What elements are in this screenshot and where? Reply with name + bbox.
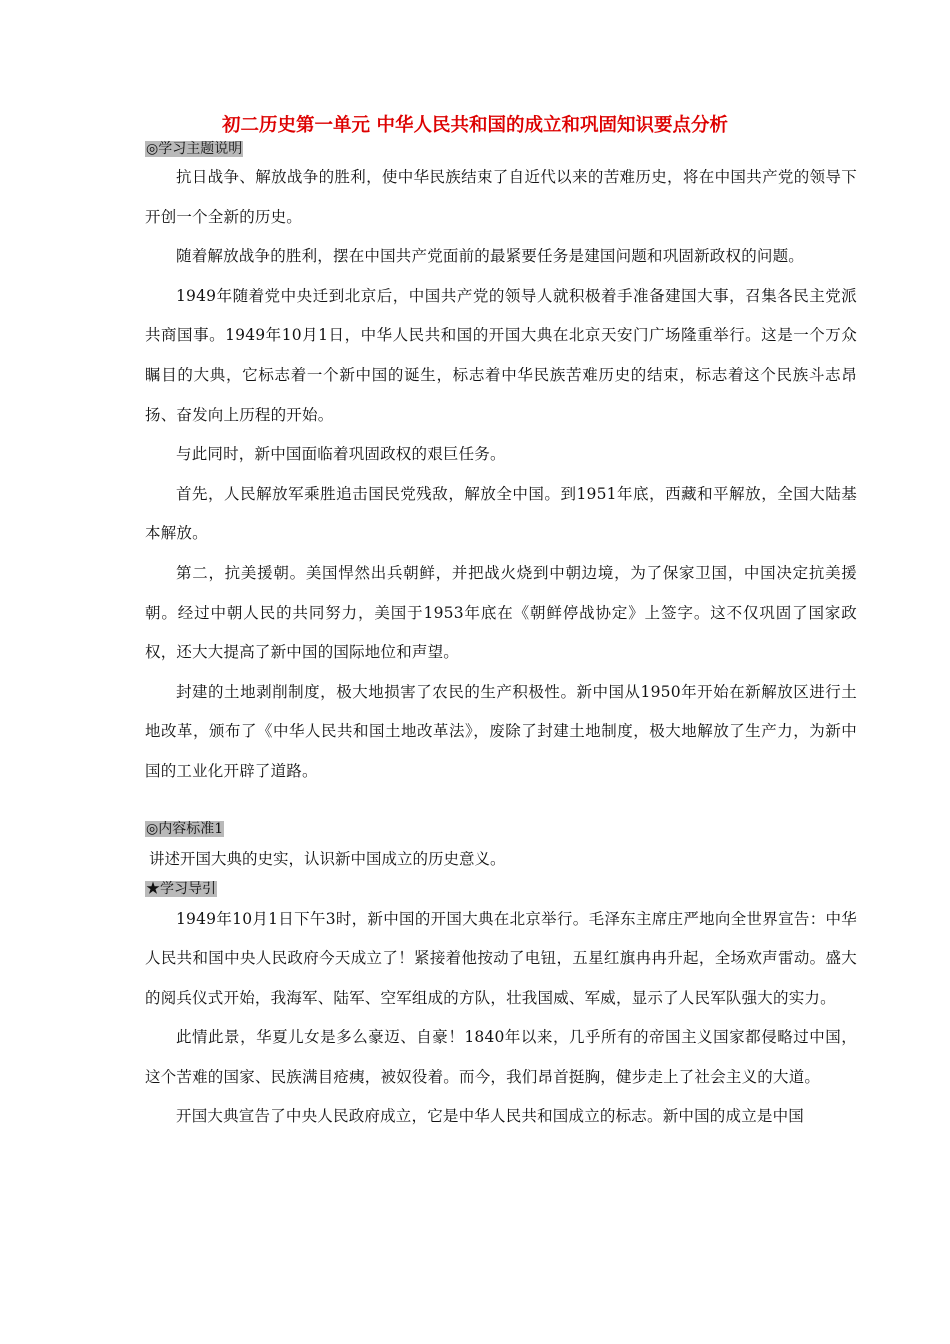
paragraph: 第二，抗美援朝。美国悍然出兵朝鲜，并把战火烧到中朝边境，为了保家卫国，中国决定抗美援朝。经过中朝人民的共同努力，美国于1953年底在《朝鲜停战协定》上签字。这不仅巩固了国家政权，还大大提高了新中国的国际地位和声望。 xyxy=(145,563,857,662)
paragraph: 1949年10月1日下午3时，新中国的开国大典在北京举行。毛泽东主席庄严地向全世界宣告：中华人民共和国中央人民政府今天成立了！紧接着他按动了电钮，五星红旗冉冉升起，全场欢声雷动。盛大的阅兵仪式开始，我海军、陆军、空军组成的方队，壮我国威、军威，显示了人民军队强大的实力。 xyxy=(145,909,857,1007)
document-title: 初二历史第一单元 中华人民共和国的成立和巩固知识要点分析 xyxy=(222,115,728,136)
section-heading-theme-label: ◎学习主题说明 xyxy=(146,141,243,157)
section-heading-guide xyxy=(145,880,857,898)
section-heading-standard-label: ◎内容标准1 xyxy=(146,820,224,837)
paragraph: 此情此景，华夏儿女是多么豪迈、自豪！1840年以来，几乎所有的帝国主义国家都侵略过中国，这个苦难的国家、民族满目疮痍，被奴役着。而今，我们昂首挺胸，健步走上了社会主义的大道。 xyxy=(145,1028,857,1086)
paragraph: 1949年随着党中央迁到北京后，中国共产党的领导人就积极着手准备建国大事，召集各民主党派共商国事。1949年10月1日，中华人民共和国的开国大典在北京天安门广场隆重举行。这是一个万众瞩目的大典，它标志着一个新中国的诞生，标志着中华民族苦难历史的结束，标志着这个民族斗志昂扬、奋发向上历程的开始。 xyxy=(145,286,857,424)
section-heading-standard xyxy=(145,820,857,838)
paragraph: 抗日战争、解放战争的胜利，使中华民族结束了自近代以来的苦难历史，将在中国共产党的领导下开创一个全新的历史。 xyxy=(145,168,857,226)
section-heading-guide-label: ★学习导引 xyxy=(146,880,216,897)
paragraph: 封建的土地剥削制度，极大地损害了农民的生产积极性。新中国从1950年开始在新解放区进行土地改革，颁布了《中华人民共和国土地改革法》，废除了封建土地制度，极大地解放了生产力，为新中国的工业化开辟了道路。 xyxy=(145,682,857,780)
section-heading-theme xyxy=(145,140,857,158)
paragraph: 与此同时，新中国面临着巩固政权的艰巨任务。 xyxy=(176,445,506,464)
guide-paragraphs xyxy=(145,900,857,1138)
document-body xyxy=(145,140,857,1137)
paragraph: 开国大典宣告了中央人民政府成立，它是中华人民共和国成立的标志。新中国的成立是中国 xyxy=(176,1107,805,1126)
theme-paragraphs xyxy=(145,158,857,792)
paragraph: 首先，人民解放军乘胜追击国民党残敌，解放全中国。到1951年底，西藏和平解放，全国大陆基本解放。 xyxy=(145,484,857,543)
standard-text: 讲述开国大典的史实，认识新中国成立的历史意义。 xyxy=(149,849,506,868)
paragraph: 随着解放战争的胜利，摆在中国共产党面前的最紧要任务是建国问题和巩固新政权的问题。 xyxy=(176,247,805,266)
spacer xyxy=(145,792,857,820)
